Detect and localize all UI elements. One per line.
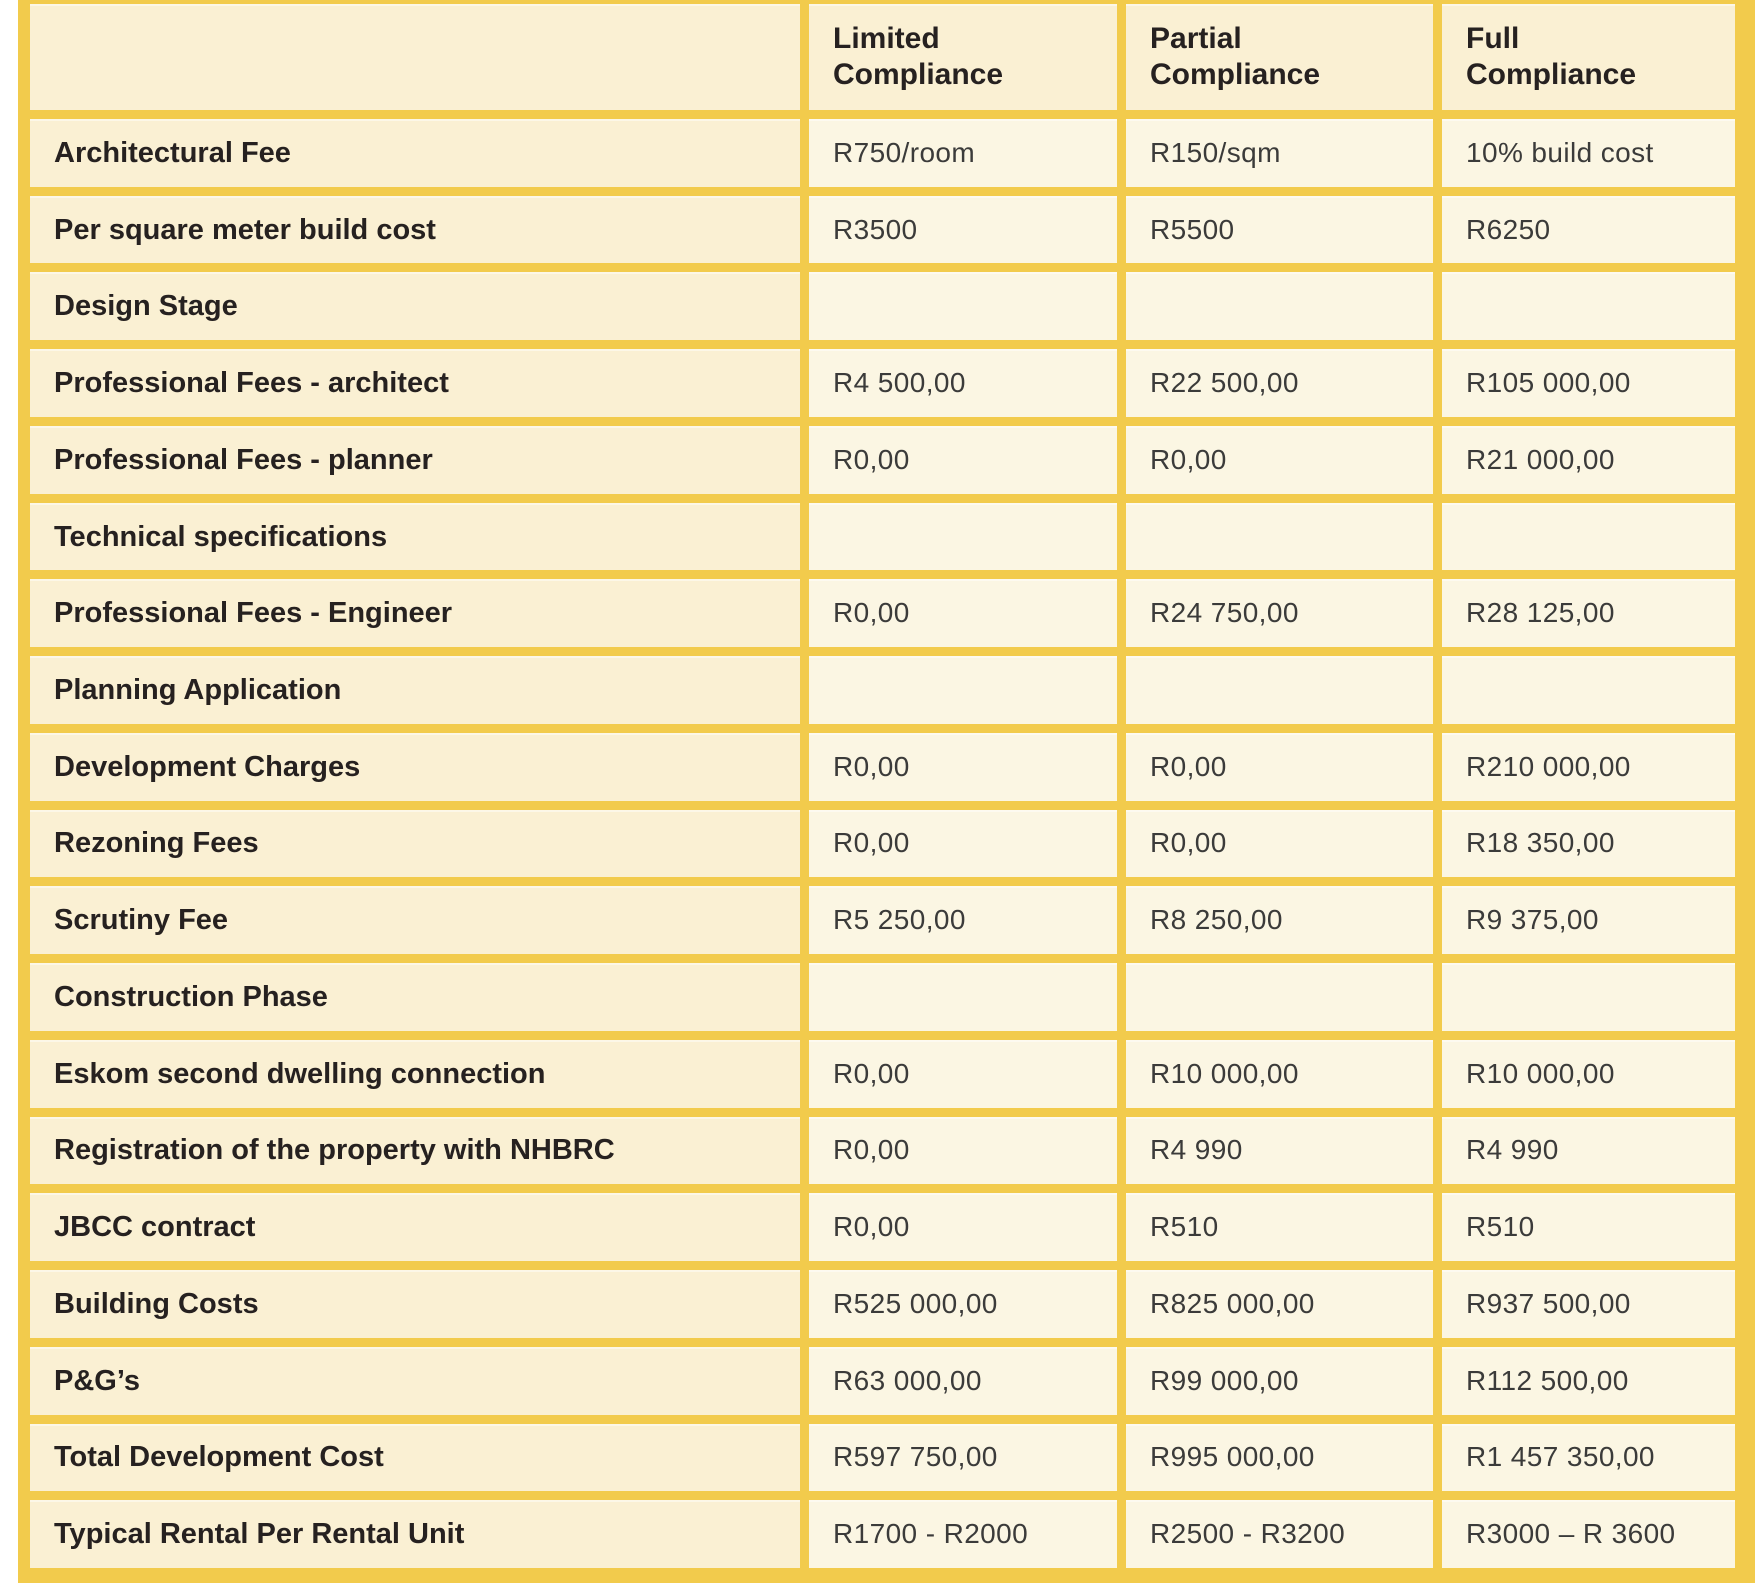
header-line: Limited <box>833 22 940 55</box>
limited-compliance-value <box>809 119 1117 187</box>
limited-value-text: R0,00 <box>833 1211 910 1243</box>
row-label-text: Development Charges <box>54 750 361 783</box>
header-line: Partial <box>1150 22 1242 55</box>
full-value-text: R105 000,00 <box>1466 367 1631 399</box>
row-label-text: Building Costs <box>54 1287 259 1320</box>
row-label-text: Planning Application <box>54 674 342 707</box>
partial-value-text: R150/sqm <box>1150 136 1281 168</box>
limited-compliance-value <box>809 963 1117 1031</box>
full-value-text: R210 000,00 <box>1466 750 1631 782</box>
full-compliance-value <box>1442 579 1735 647</box>
partial-compliance-value <box>1126 886 1433 954</box>
row-label-text: Professional Fees - planner <box>54 443 433 476</box>
row-label <box>30 1270 800 1338</box>
full-compliance-value <box>1442 426 1735 494</box>
partial-compliance-value <box>1126 349 1433 417</box>
partial-compliance-value <box>1126 733 1433 801</box>
full-value-text: R6250 <box>1466 213 1551 245</box>
limited-compliance-value <box>809 1270 1117 1338</box>
full-value-text: 10% build cost <box>1466 136 1654 168</box>
row-label <box>30 733 800 801</box>
limited-compliance-value <box>809 1040 1117 1108</box>
full-compliance-value <box>1442 503 1735 571</box>
full-value-text: R18 350,00 <box>1466 827 1615 859</box>
full-compliance-value <box>1442 119 1735 187</box>
row-label-text: Registration of the property with NHBRC <box>54 1134 615 1167</box>
full-value-text: R1 457 350,00 <box>1466 1441 1655 1473</box>
partial-compliance-value <box>1126 272 1433 340</box>
partial-compliance-value <box>1126 196 1433 264</box>
row-label-text: Rezoning Fees <box>54 827 259 860</box>
partial-compliance-value <box>1126 1500 1433 1568</box>
partial-compliance-value <box>1126 1270 1433 1338</box>
limited-compliance-value <box>809 733 1117 801</box>
limited-compliance-value <box>809 1117 1117 1185</box>
row-label <box>30 886 800 954</box>
row-label-text: Design Stage <box>54 290 238 323</box>
full-compliance-value <box>1442 656 1735 724</box>
partial-value-text: R0,00 <box>1150 443 1227 475</box>
compliance-cost-table <box>18 0 1755 1583</box>
row-label <box>30 349 800 417</box>
row-label-text: Typical Rental Per Rental Unit <box>54 1518 465 1551</box>
partial-value-text: R99 000,00 <box>1150 1364 1299 1396</box>
row-label-text: Total Development Cost <box>54 1441 384 1474</box>
row-label <box>30 503 800 571</box>
full-value-text: R21 000,00 <box>1466 443 1615 475</box>
row-label-text: Construction Phase <box>54 980 328 1013</box>
full-value-text: R28 125,00 <box>1466 597 1615 629</box>
partial-compliance-value <box>1126 503 1433 571</box>
row-label <box>30 1193 800 1261</box>
limited-value-text: R0,00 <box>833 443 910 475</box>
corner-cell <box>30 4 800 110</box>
limited-compliance-value <box>809 810 1117 878</box>
limited-value-text: R0,00 <box>833 1057 910 1089</box>
full-compliance-value <box>1442 1347 1735 1415</box>
full-compliance-value <box>1442 963 1735 1031</box>
row-label <box>30 1040 800 1108</box>
full-compliance-value <box>1442 349 1735 417</box>
partial-value-text: R825 000,00 <box>1150 1287 1315 1319</box>
full-value-text: R10 000,00 <box>1466 1057 1615 1089</box>
row-label-text: Scrutiny Fee <box>54 904 229 937</box>
row-label-text: Architectural Fee <box>54 136 291 169</box>
partial-compliance-value <box>1126 656 1433 724</box>
column-header-limited-compliance <box>809 4 1117 110</box>
row-label <box>30 196 800 264</box>
limited-value-text: R4 500,00 <box>833 367 966 399</box>
partial-value-text: R22 500,00 <box>1150 367 1299 399</box>
row-label <box>30 1424 800 1492</box>
row-label-text: JBCC contract <box>54 1211 256 1244</box>
partial-compliance-value <box>1126 1347 1433 1415</box>
full-compliance-value <box>1442 733 1735 801</box>
limited-compliance-value <box>809 1193 1117 1261</box>
partial-compliance-value <box>1126 1040 1433 1108</box>
full-compliance-value <box>1442 886 1735 954</box>
row-label-text: P&G’s <box>54 1364 140 1397</box>
partial-compliance-value <box>1126 426 1433 494</box>
full-value-text: R4 990 <box>1466 1134 1559 1166</box>
full-value-text: R510 <box>1466 1211 1535 1243</box>
partial-value-text: R5500 <box>1150 213 1235 245</box>
limited-value-text: R5 250,00 <box>833 904 966 936</box>
row-label-text: Technical specifications <box>54 520 388 553</box>
partial-compliance-value <box>1126 119 1433 187</box>
limited-value-text: R0,00 <box>833 827 910 859</box>
row-label-text: Professional Fees - architect <box>54 367 449 400</box>
limited-compliance-value <box>809 272 1117 340</box>
limited-compliance-value <box>809 1424 1117 1492</box>
column-header-full-compliance <box>1442 4 1735 110</box>
limited-compliance-value <box>809 349 1117 417</box>
full-compliance-value <box>1442 1270 1735 1338</box>
full-compliance-value <box>1442 1117 1735 1185</box>
table-grid <box>30 4 1735 1568</box>
row-label <box>30 963 800 1031</box>
partial-compliance-value <box>1126 1424 1433 1492</box>
full-compliance-value <box>1442 1040 1735 1108</box>
limited-value-text: R750/room <box>833 136 976 168</box>
full-compliance-value <box>1442 272 1735 340</box>
limited-value-text: R0,00 <box>833 597 910 629</box>
limited-compliance-value <box>809 426 1117 494</box>
limited-value-text: R63 000,00 <box>833 1364 982 1396</box>
full-value-text: R3000 – R 3600 <box>1466 1518 1676 1550</box>
header-line: Compliance <box>1150 58 1321 91</box>
row-label <box>30 119 800 187</box>
row-label <box>30 1347 800 1415</box>
row-label-text: Eskom second dwelling connection <box>54 1057 546 1090</box>
limited-compliance-value <box>809 1347 1117 1415</box>
limited-value-text: R3500 <box>833 213 918 245</box>
partial-value-text: R2500 - R3200 <box>1150 1518 1346 1550</box>
full-compliance-value <box>1442 196 1735 264</box>
limited-value-text: R525 000,00 <box>833 1287 998 1319</box>
limited-compliance-value <box>809 886 1117 954</box>
partial-value-text: R10 000,00 <box>1150 1057 1299 1089</box>
full-compliance-value <box>1442 1500 1735 1568</box>
header-line: Full <box>1466 22 1520 55</box>
limited-value-text: R0,00 <box>833 750 910 782</box>
full-compliance-value <box>1442 810 1735 878</box>
limited-compliance-value <box>809 579 1117 647</box>
limited-compliance-value <box>809 196 1117 264</box>
partial-value-text: R24 750,00 <box>1150 597 1299 629</box>
full-value-text: R937 500,00 <box>1466 1287 1631 1319</box>
partial-value-text: R8 250,00 <box>1150 904 1283 936</box>
partial-value-text: R0,00 <box>1150 750 1227 782</box>
partial-compliance-value <box>1126 963 1433 1031</box>
row-label <box>30 1117 800 1185</box>
limited-value-text: R1700 - R2000 <box>833 1518 1029 1550</box>
partial-compliance-value <box>1126 579 1433 647</box>
row-label <box>30 656 800 724</box>
row-label <box>30 1500 800 1568</box>
partial-value-text: R510 <box>1150 1211 1219 1243</box>
row-label-text: Professional Fees - Engineer <box>54 597 453 630</box>
row-label-text: Per square meter build cost <box>54 213 436 246</box>
row-label <box>30 810 800 878</box>
partial-value-text: R4 990 <box>1150 1134 1243 1166</box>
limited-compliance-value <box>809 656 1117 724</box>
limited-value-text: R0,00 <box>833 1134 910 1166</box>
limited-value-text: R597 750,00 <box>833 1441 998 1473</box>
row-label <box>30 272 800 340</box>
column-header-partial-compliance <box>1126 4 1433 110</box>
partial-compliance-value <box>1126 1193 1433 1261</box>
header-line: Compliance <box>1466 58 1637 91</box>
partial-compliance-value <box>1126 1117 1433 1185</box>
row-label <box>30 426 800 494</box>
full-compliance-value <box>1442 1193 1735 1261</box>
partial-value-text: R0,00 <box>1150 827 1227 859</box>
row-label <box>30 579 800 647</box>
limited-compliance-value <box>809 503 1117 571</box>
limited-compliance-value <box>809 1500 1117 1568</box>
full-value-text: R9 375,00 <box>1466 904 1599 936</box>
partial-value-text: R995 000,00 <box>1150 1441 1315 1473</box>
partial-compliance-value <box>1126 810 1433 878</box>
header-line: Compliance <box>833 58 1004 91</box>
full-compliance-value <box>1442 1424 1735 1492</box>
full-value-text: R112 500,00 <box>1466 1364 1629 1396</box>
